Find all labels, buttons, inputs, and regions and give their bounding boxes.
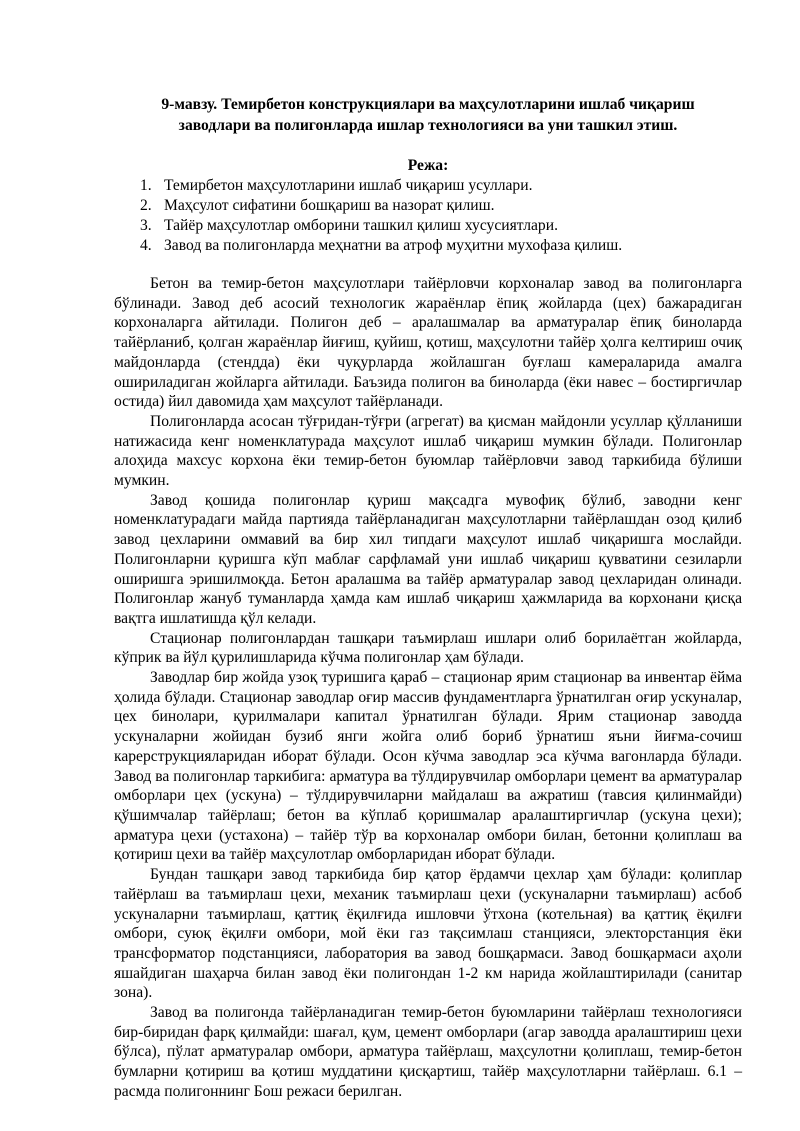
- document-page: [114, 94, 742, 1102]
- paragraph: Бундан ташқари завод таркибида бир қатор ёрдамчи цехлар ҳам бўлади: қолиплар тайёрлаш ва таъмирлаш цехи, механик таъмирлаш цехи (ускуналарни таъмирлаш) асбоб ускуналарни таъмирлаш, қаттиқ ёқилғида ишловчи ўтхона (котельная) ва қаттиқ ёқилғи омбори, суюқ ёқилғи омбори, мой ёки газ тақсимлаш станцияси, электорстанция ёки трансформатор подстанцияси, лаборатория ва завод бошқармаси. Завод бошқармаси аҳоли яшайдиган шаҳарча билан завод ёки полигондан 1-2 км нарида жойлаштирилади (санитар зона).: [114, 866, 742, 1002]
- plan-heading: Режа:: [407, 157, 449, 174]
- plan-item-text: Темирбетон маҳсулотларини ишлаб чиқариш усуллари.: [164, 177, 533, 194]
- title-line-1: 9-мавзу. Темирбетон конструкциялари ва маҳсулотларини ишлаб чиқариш: [161, 96, 695, 113]
- plan-item-number: 1.: [140, 177, 152, 194]
- plan-item-number: 3.: [140, 217, 152, 234]
- document-title: [114, 94, 742, 136]
- plan-list: [114, 176, 742, 256]
- plan-item-text: Завод ва полигонларда меҳнатни ва атроф муҳитни мухофаза қилиш.: [164, 237, 623, 254]
- plan-item: [140, 176, 742, 196]
- plan-item-number: 2.: [140, 197, 152, 214]
- plan-item: [140, 236, 742, 256]
- title-line-2: заводлари ва полигонларда ишлар технологияси ва уни ташкил этиш.: [178, 117, 678, 134]
- paragraph: Завод ва полигонда тайёрланадиган темир-бетон буюмларини тайёрлаш технологияси бир-биридан фарқ қилмайди: шағал, қум, цемент омборлари (агар заводда аралаштириш цехи бўлса), пўлат арматуралар омбори, арматура тайёрлаш, маҳсулотни қолиплаш, темир-бетон бумларни қотириш ва қотиш муддатини қисқартиш, тайёр маҳсулотларни тайёрлаш. 6.1 – расмда полигоннинг Бош режаси берилган.: [114, 1004, 742, 1100]
- plan-item-text: Тайёр маҳсулотлар омборини ташкил қилиш хусусиятлари.: [164, 217, 558, 234]
- paragraph: Бетон ва темир-бетон маҳсулотлари тайёрловчи корхоналар завод ва полигонларга бўлинади. Завод деб асосий технологик жараёнлар ёпиқ жойларда (цех) бажарадиган корхоналарга айтилади. Полигон деб – аралашмалар ва арматуралар ёпиқ биноларда тайёрланиб, қолган жараёнлар йиғиш, қуйиш, қотиш, маҳсулотни тайёр ҳолга келтириш очиқ майдонларда (стендда) ёки чуқурларда жойлашган буғлаш камераларида амалга ошириладиган жойларга айтилади. Баъзида полигон ва биноларда (ёки навес – бостиргичлар остида) йил давомида ҳам маҳсулот тайёрланади.: [114, 275, 742, 411]
- paragraph: Стационар полигонлардан ташқари таъмирлаш ишлари олиб борилаётган жойларда, кўприк ва йўл қурилишларида кўчма полигонлар ҳам бўлади.: [114, 629, 742, 667]
- plan-item-number: 4.: [140, 237, 152, 254]
- paragraph: Заводлар бир жойда узоқ туришига қараб – стационар ярим стационар ва инвентар ёйма ҳолида бўлади. Стационар заводлар оғир массив фундаментларга ўрнатилган оғир ускуналар, цех бинолари, қурилмалари капитал ўрнатилган бўлади. Ярим стационар заводда ускуналарни жойидан бузиб янги жойга олиб бориб ўрнатиш яъни йиғма-сочиш карерструкцияларидан иборат бўлади. Осон кўчма заводлар эса кўчма вагонларда бўлади. Завод ва полигонлар таркибига: арматура ва тўлдирувчилар омборлари цемент ва арматуралар омборлари цех (ускуна) – тўлдирувчиларни майдалаш ва ажратиш (тавсия қилинмайди) қўшимчалар тайёрлаш; бетон ва кўплаб қоришмалар аралаштиргичлар (ускуна цехи); арматура цехи (устахона) – тайёр тўр ва корхоналар омбори билан, бетонни қолиплаш ва қотириш цехи ва тайёр маҳсулотлар омборларидан иборат бўлади.: [114, 669, 742, 864]
- paragraph: Завод қошида полигонлар қуриш мақсадга мувофиқ бўлиб, заводни кенг номенклатурадаги майда партияда тайёрланадиган маҳсулотларни тайёрлашдан озод қилиб завод цехларини оммавий ва бир хил типдаги маҳсулот ишлаб чиқаришга мослайди. Полигонларни қуришга кўп маблағ сарфламай уни ишлаб чиқариш қувватини сезиларли оширишга эришилмоқда. Бетон аралашма ва тайёр арматуралар завод цехларидан олинади. Полигонлар жануб туманларда ҳамда кам ишлаб чиқариш ҳажмларида ва корхонани қисқа вақтга ишлатишда қўл келади.: [114, 491, 742, 627]
- paragraph: Полигонларда асосан тўғридан-тўғри (агрегат) ва қисман майдонли усуллар қўлланиши натижасида кенг номенклатурада маҳсулот ишлаб чиқариш мумкин бўлади. Полигонлар алоҳида махсус корхона ёки темир-бетон буюмлар тайёрловчи завод таркибида бўлиши мумкин.: [114, 412, 742, 490]
- document-body: [114, 274, 742, 1102]
- plan-item-text: Маҳсулот сифатини бошқариш ва назорат қилиш.: [164, 197, 495, 214]
- plan-item: [140, 216, 742, 236]
- plan-item: [140, 196, 742, 216]
